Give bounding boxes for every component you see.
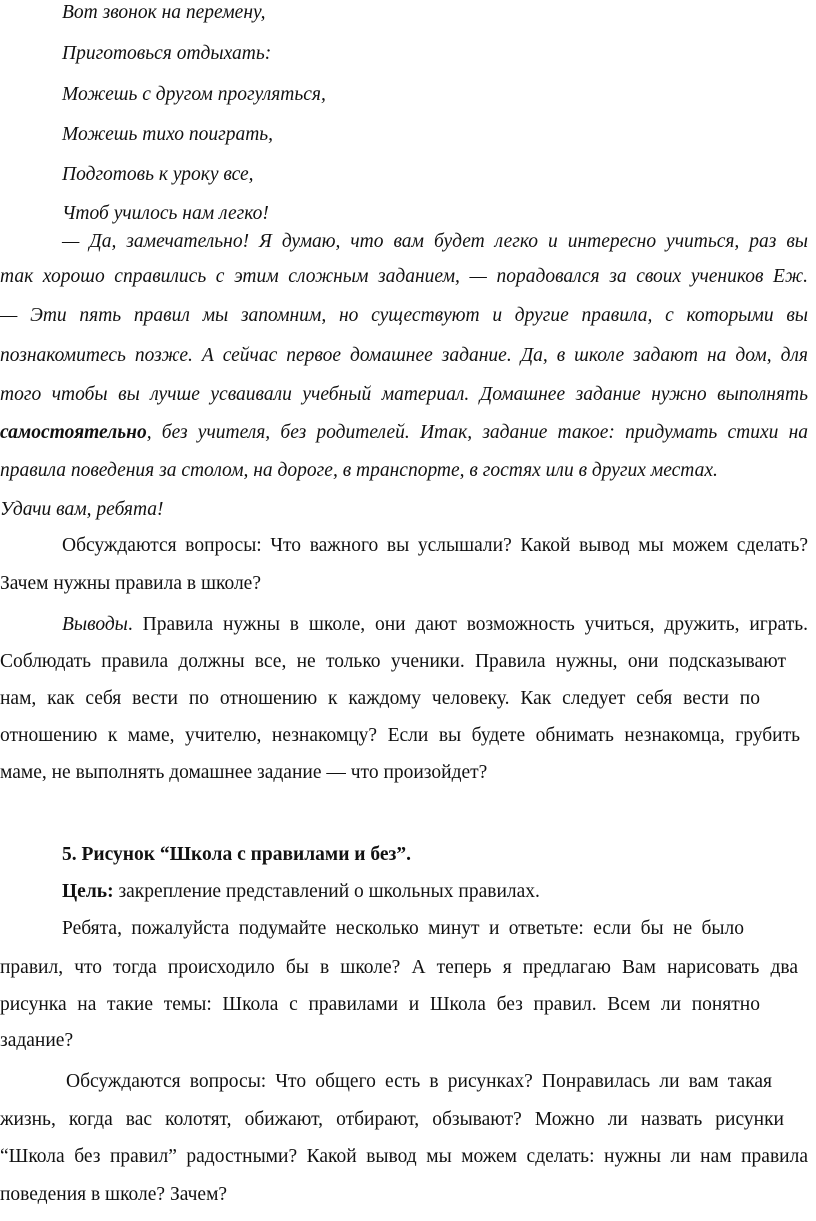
conclusions-label: Выводы (62, 614, 128, 635)
goal-line (62, 877, 540, 907)
conclusions-line-5: маме, не выполнять домашнее задание — что произойдет? (0, 762, 488, 783)
speech-line-7: правила поведения за столом, на дороге, в транспорте, в гостях или в других местах. (0, 460, 718, 481)
speech-line-8: Удачи вам, ребята! (0, 499, 164, 520)
discussion2-line-2: жизнь, когда вас колотят, обижают, отбирают, обзывают? Можно ли назвать рисунки (0, 1109, 784, 1130)
conclusions-line-2: Соблюдать правила должны все, не только ученики. Правила нужны, они подсказывают (0, 651, 786, 672)
poem-line-4: Можешь тихо поиграть, (62, 124, 274, 145)
discussion1-line-2: Зачем нужны правила в школе? (0, 573, 261, 594)
poem-line-3: Можешь с другом прогуляться, (62, 84, 326, 105)
section5-para-line-4: задание? (0, 1030, 74, 1051)
discussion2-line-1: Обсуждаются вопросы: Что общего есть в рисунках? Понравилась ли вам такая (66, 1071, 772, 1092)
speech-line-2: так хорошо справились с этим сложным заданием, — порадовался за своих учеников Еж. (0, 266, 808, 287)
section-heading: 5. Рисунок “Школа с правилами и без”. (62, 844, 412, 865)
poem-line-5: Подготовь к уроку все, (62, 164, 254, 185)
speech-line-5: того чтобы вы лучше усваивали учебный материал. Домашнее задание нужно выполнять (0, 384, 808, 405)
discussion2-line-4: поведения в школе? Зачем? (0, 1184, 228, 1205)
conclusions-line-1 (62, 610, 808, 640)
goal-label: Цель: (62, 881, 114, 902)
conclusions-line-3: нам, как себя вести по отношению к каждому человеку. Как следует себя вести по (0, 688, 760, 709)
speech-line-6-rest: , без учителя, без родителей. Итак, задание такое: придумать стихи на (146, 422, 808, 443)
section5-para-line-3: рисунка на такие темы: Школа с правилами и Школа без правил. Всем ли понятно (0, 994, 760, 1015)
emphasis-independently: самостоятельно (0, 422, 147, 443)
discussion2-line-3: “Школа без правил” радостными? Какой вывод мы можем сделать: нужны ли нам правила (0, 1146, 808, 1167)
section5-para-line-2: правил, что тогда происходило бы в школе? А теперь я предлагаю Вам нарисовать два (0, 957, 798, 978)
conclusions-line-4: отношению к маме, учителю, незнакомцу? Если вы будете обнимать незнакомца, грубить (0, 725, 800, 746)
speech-line-1: — Да, замечательно! Я думаю, что вам будет легко и интересно учиться, раз вы (62, 231, 808, 252)
discussion1-line-1: Обсуждаются вопросы: Что важного вы услышали? Какой вывод мы можем сделать? (62, 535, 808, 556)
poem-line-1: Вот звонок на перемену, (62, 2, 266, 23)
goal-text: закрепление представлений о школьных правилах. (113, 881, 540, 902)
speech-line-4: познакомитесь позже. А сейчас первое домашнее задание. Да, в школе задают на дом, для (0, 345, 808, 366)
section5-para-line-1: Ребята, пожалуйста подумайте несколько минут и ответьте: если бы не было (62, 918, 744, 939)
poem-line-2: Приготовься отдыхать: (62, 43, 272, 64)
poem-line-6: Чтоб училось нам легко! (62, 203, 269, 224)
conclusions-line-1-rest: . Правила нужны в школе, они дают возможность учиться, дружить, играть. (127, 614, 808, 635)
speech-line-6 (0, 418, 808, 448)
speech-line-3: — Эти пять правил мы запомним, но существуют и другие правила, с которыми вы (0, 305, 808, 326)
